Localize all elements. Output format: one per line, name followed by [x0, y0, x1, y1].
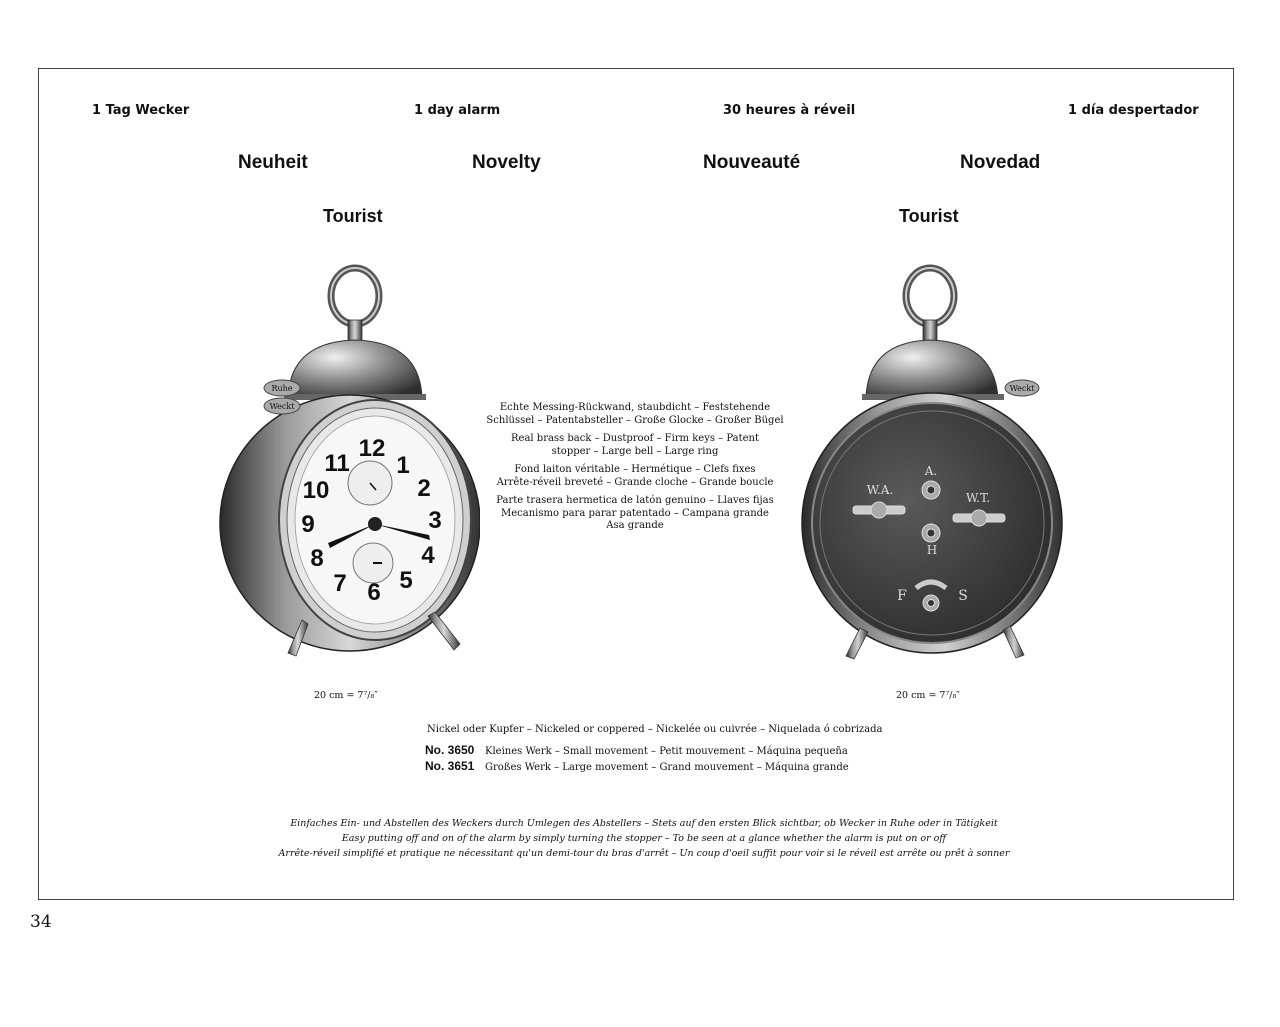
label-h: H — [926, 543, 938, 557]
model-title-right: Tourist — [899, 206, 959, 226]
front-clock-image — [210, 258, 480, 668]
description-german: Echte Messing-Rückwand, staubdicht – Feststehende Schlüssel – Patentabsteller – Große Glocke – Großer Bügel — [486, 402, 784, 426]
label-wt: W.T. — [965, 491, 991, 505]
header-french: 30 heures à réveil — [723, 103, 856, 118]
header-english: 1 day alarm — [414, 103, 501, 118]
footer-french: Arrête-réveil simplifié et pratique ne nécessitant qu'un demi-tour du bras d'arrêt – Un coup d'oeil suffit pour voir si le réveil est arrête ou prêt à sonner — [278, 848, 1010, 859]
numeral-8: 8 — [310, 545, 324, 572]
tag-weckt-back: Weckt — [1009, 384, 1035, 393]
novelty-french: Nouveauté — [703, 152, 801, 173]
label-s: S — [958, 588, 968, 604]
numeral-6: 6 — [367, 579, 381, 606]
header-spanish: 1 día despertador — [1068, 103, 1199, 118]
numeral-3: 3 — [428, 507, 442, 534]
numeral-11: 11 — [324, 450, 350, 477]
size-right: 20 cm = 7⁷/₈″ — [896, 690, 960, 701]
tag-weckt: Weckt — [269, 402, 295, 411]
item-text: Großes Werk – Large movement – Grand mouvement – Máquina grande — [485, 762, 849, 773]
novelty-german: Neuheit — [238, 152, 308, 173]
numeral-12: 12 — [358, 435, 386, 462]
numeral-7: 7 — [333, 570, 347, 597]
item-row — [425, 759, 849, 773]
footer-german: Einfaches Ein- und Abstellen des Weckers durch Umlegen des Abstellers – Stets auf den ersten Blick sichtbar, ob Wecker in Ruhe oder in Tätigkeit — [290, 818, 998, 829]
item-text: Kleines Werk – Small movement – Petit mouvement – Máquina pequeña — [485, 746, 848, 757]
tag-ruhe: Ruhe — [271, 384, 293, 393]
label-f: F — [897, 588, 907, 604]
label-wa: W.A. — [866, 483, 894, 497]
novelty-english: Novelty — [472, 152, 541, 173]
header-german: 1 Tag Wecker — [92, 103, 190, 118]
back-clock-image — [798, 258, 1068, 668]
numeral-10: 10 — [302, 477, 330, 504]
novelty-spanish: Novedad — [960, 152, 1041, 173]
footer-notes — [200, 816, 1088, 861]
feature-description — [470, 402, 800, 539]
numeral-5: 5 — [399, 567, 413, 594]
description-english: Real brass back – Dustproof – Firm keys – Patent stopper – Large bell – Large ring — [511, 433, 759, 457]
item-number: No. 3650 — [425, 743, 475, 757]
numeral-1: 1 — [396, 452, 410, 479]
item-row — [425, 743, 848, 757]
description-spanish: Parte trasera hermetica de latón genuino – Llaves fijas Mecanismo para parar patentado – Campana grande Asa grande — [496, 495, 774, 531]
item-number: No. 3651 — [425, 759, 475, 773]
model-title-left: Tourist — [323, 206, 383, 226]
label-a: A. — [924, 464, 938, 478]
numeral-2: 2 — [417, 475, 431, 502]
numeral-9: 9 — [301, 511, 315, 538]
footer-english: Easy putting off and on of the alarm by simply turning the stopper – To be seen at a glance whether the alarm is put on or off — [341, 833, 947, 844]
numeral-4: 4 — [421, 542, 435, 569]
page-number: 34 — [30, 912, 52, 932]
size-left: 20 cm = 7⁷/₈″ — [314, 690, 378, 701]
description-french: Fond laiton véritable – Hermétique – Clefs fixes Arrête-réveil breveté – Grande cloche – Grande boucle — [496, 464, 774, 488]
finish-options: Nickel oder Kupfer – Nickeled or coppered – Nickelée ou cuivrée – Niquelada ó cobrizada — [427, 724, 883, 735]
